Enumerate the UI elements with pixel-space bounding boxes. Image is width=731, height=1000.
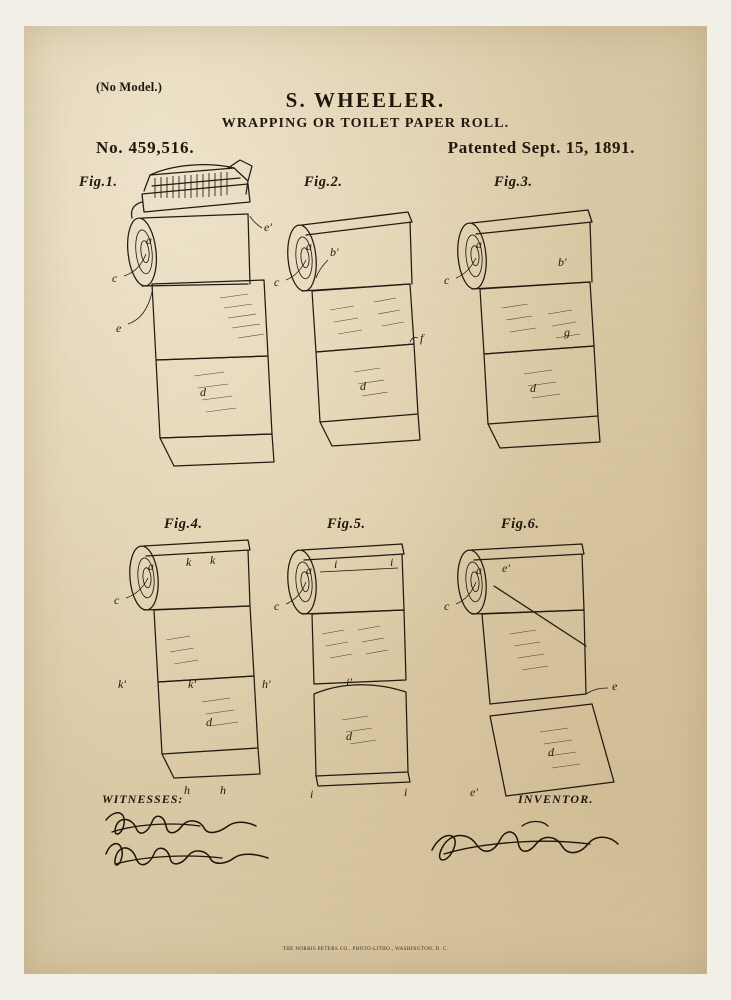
figure-caption-5: Fig.5. bbox=[327, 516, 366, 532]
label-a-fig3: a bbox=[476, 237, 482, 251]
label-k-right-fig4: k bbox=[210, 553, 216, 567]
label-i-top-right-fig5: i bbox=[390, 555, 394, 569]
label-a-fig4: a bbox=[148, 559, 154, 573]
label-i-prime-fig5: i' bbox=[346, 675, 352, 689]
figure-3-drawing bbox=[444, 210, 600, 448]
figure-5-drawing bbox=[274, 544, 410, 801]
model-note: (No Model.) bbox=[96, 80, 163, 94]
figure-caption-6: Fig.6. bbox=[501, 516, 540, 532]
label-i-top-left-fig5: i bbox=[334, 557, 338, 571]
label-g-fig3: g bbox=[564, 325, 570, 339]
figure-caption-1: Fig.1. bbox=[79, 174, 118, 190]
inventor-name-heading: S. WHEELER. bbox=[285, 88, 446, 112]
label-c-fig4: c bbox=[114, 593, 120, 607]
label-c-fig5: c bbox=[274, 599, 280, 613]
label-e-prime-top-fig6: e' bbox=[502, 561, 510, 575]
figure-caption-2: Fig.2. bbox=[304, 174, 343, 190]
label-e-fig6: e bbox=[612, 679, 618, 693]
figure-caption-3: Fig.3. bbox=[494, 174, 533, 190]
figure-6-drawing bbox=[444, 544, 618, 799]
label-d-fig5: d bbox=[346, 729, 352, 743]
label-b-prime-fig3: b' bbox=[558, 255, 567, 269]
label-d-fig6: d bbox=[548, 745, 554, 759]
patent-number: No. 459,516. bbox=[96, 138, 195, 157]
label-d-fig3: d bbox=[530, 381, 536, 395]
witnesses-label: WITNESSES: bbox=[102, 792, 184, 806]
label-c-fig3: c bbox=[444, 273, 450, 287]
label-k-left-fig4: k bbox=[186, 555, 192, 569]
figure-4-drawing bbox=[114, 540, 271, 797]
label-e-fig1: e bbox=[116, 321, 122, 335]
label-a-fig2: a bbox=[306, 239, 312, 253]
label-a-fig5: a bbox=[306, 563, 312, 577]
label-i-bottom-left-fig5: i bbox=[310, 787, 314, 801]
figure-2-drawing bbox=[274, 212, 425, 446]
figure-1-drawing bbox=[112, 160, 274, 466]
label-i-bottom-right-fig5: i bbox=[404, 785, 408, 799]
label-h-right-fig4: h bbox=[220, 783, 226, 797]
label-c-fig2: c bbox=[274, 275, 280, 289]
label-a-fig1: a bbox=[146, 233, 152, 247]
label-k-prime-left-fig4: k' bbox=[118, 677, 126, 691]
label-h-left-fig4: h bbox=[184, 783, 190, 797]
figure-caption-4: Fig.4. bbox=[164, 516, 203, 532]
label-f-fig2: f bbox=[420, 331, 424, 345]
label-e-prime-fig1: e' bbox=[264, 220, 272, 234]
patent-drawings bbox=[24, 26, 707, 974]
printer-credit: THE NORRIS PETERS CO., PHOTO-LITHO., WASHINGTON, D. C. bbox=[282, 947, 449, 952]
label-a-fig6: a bbox=[476, 563, 482, 577]
label-d-fig2: d bbox=[360, 379, 366, 393]
label-b-prime-fig2: b' bbox=[330, 245, 339, 259]
label-c-fig6: c bbox=[444, 599, 450, 613]
label-e-prime-bottom-fig6: e' bbox=[470, 785, 478, 799]
patent-date: Patented Sept. 15, 1891. bbox=[447, 138, 635, 157]
label-k-prime-mid-fig4: k' bbox=[188, 677, 196, 691]
label-d-fig1: d bbox=[200, 385, 206, 399]
label-d-fig4: d bbox=[206, 715, 212, 729]
witness-signature-2 bbox=[106, 844, 268, 865]
label-h-prime-fig4: h' bbox=[262, 677, 271, 691]
patent-title: WRAPPING OR TOILET PAPER ROLL. bbox=[221, 116, 510, 131]
inventor-label: INVENTOR. bbox=[518, 792, 594, 806]
label-c-fig1: c bbox=[112, 271, 118, 285]
patent-sheet bbox=[24, 26, 707, 974]
inventor-signature bbox=[432, 822, 618, 861]
witness-signature-1 bbox=[106, 813, 256, 834]
